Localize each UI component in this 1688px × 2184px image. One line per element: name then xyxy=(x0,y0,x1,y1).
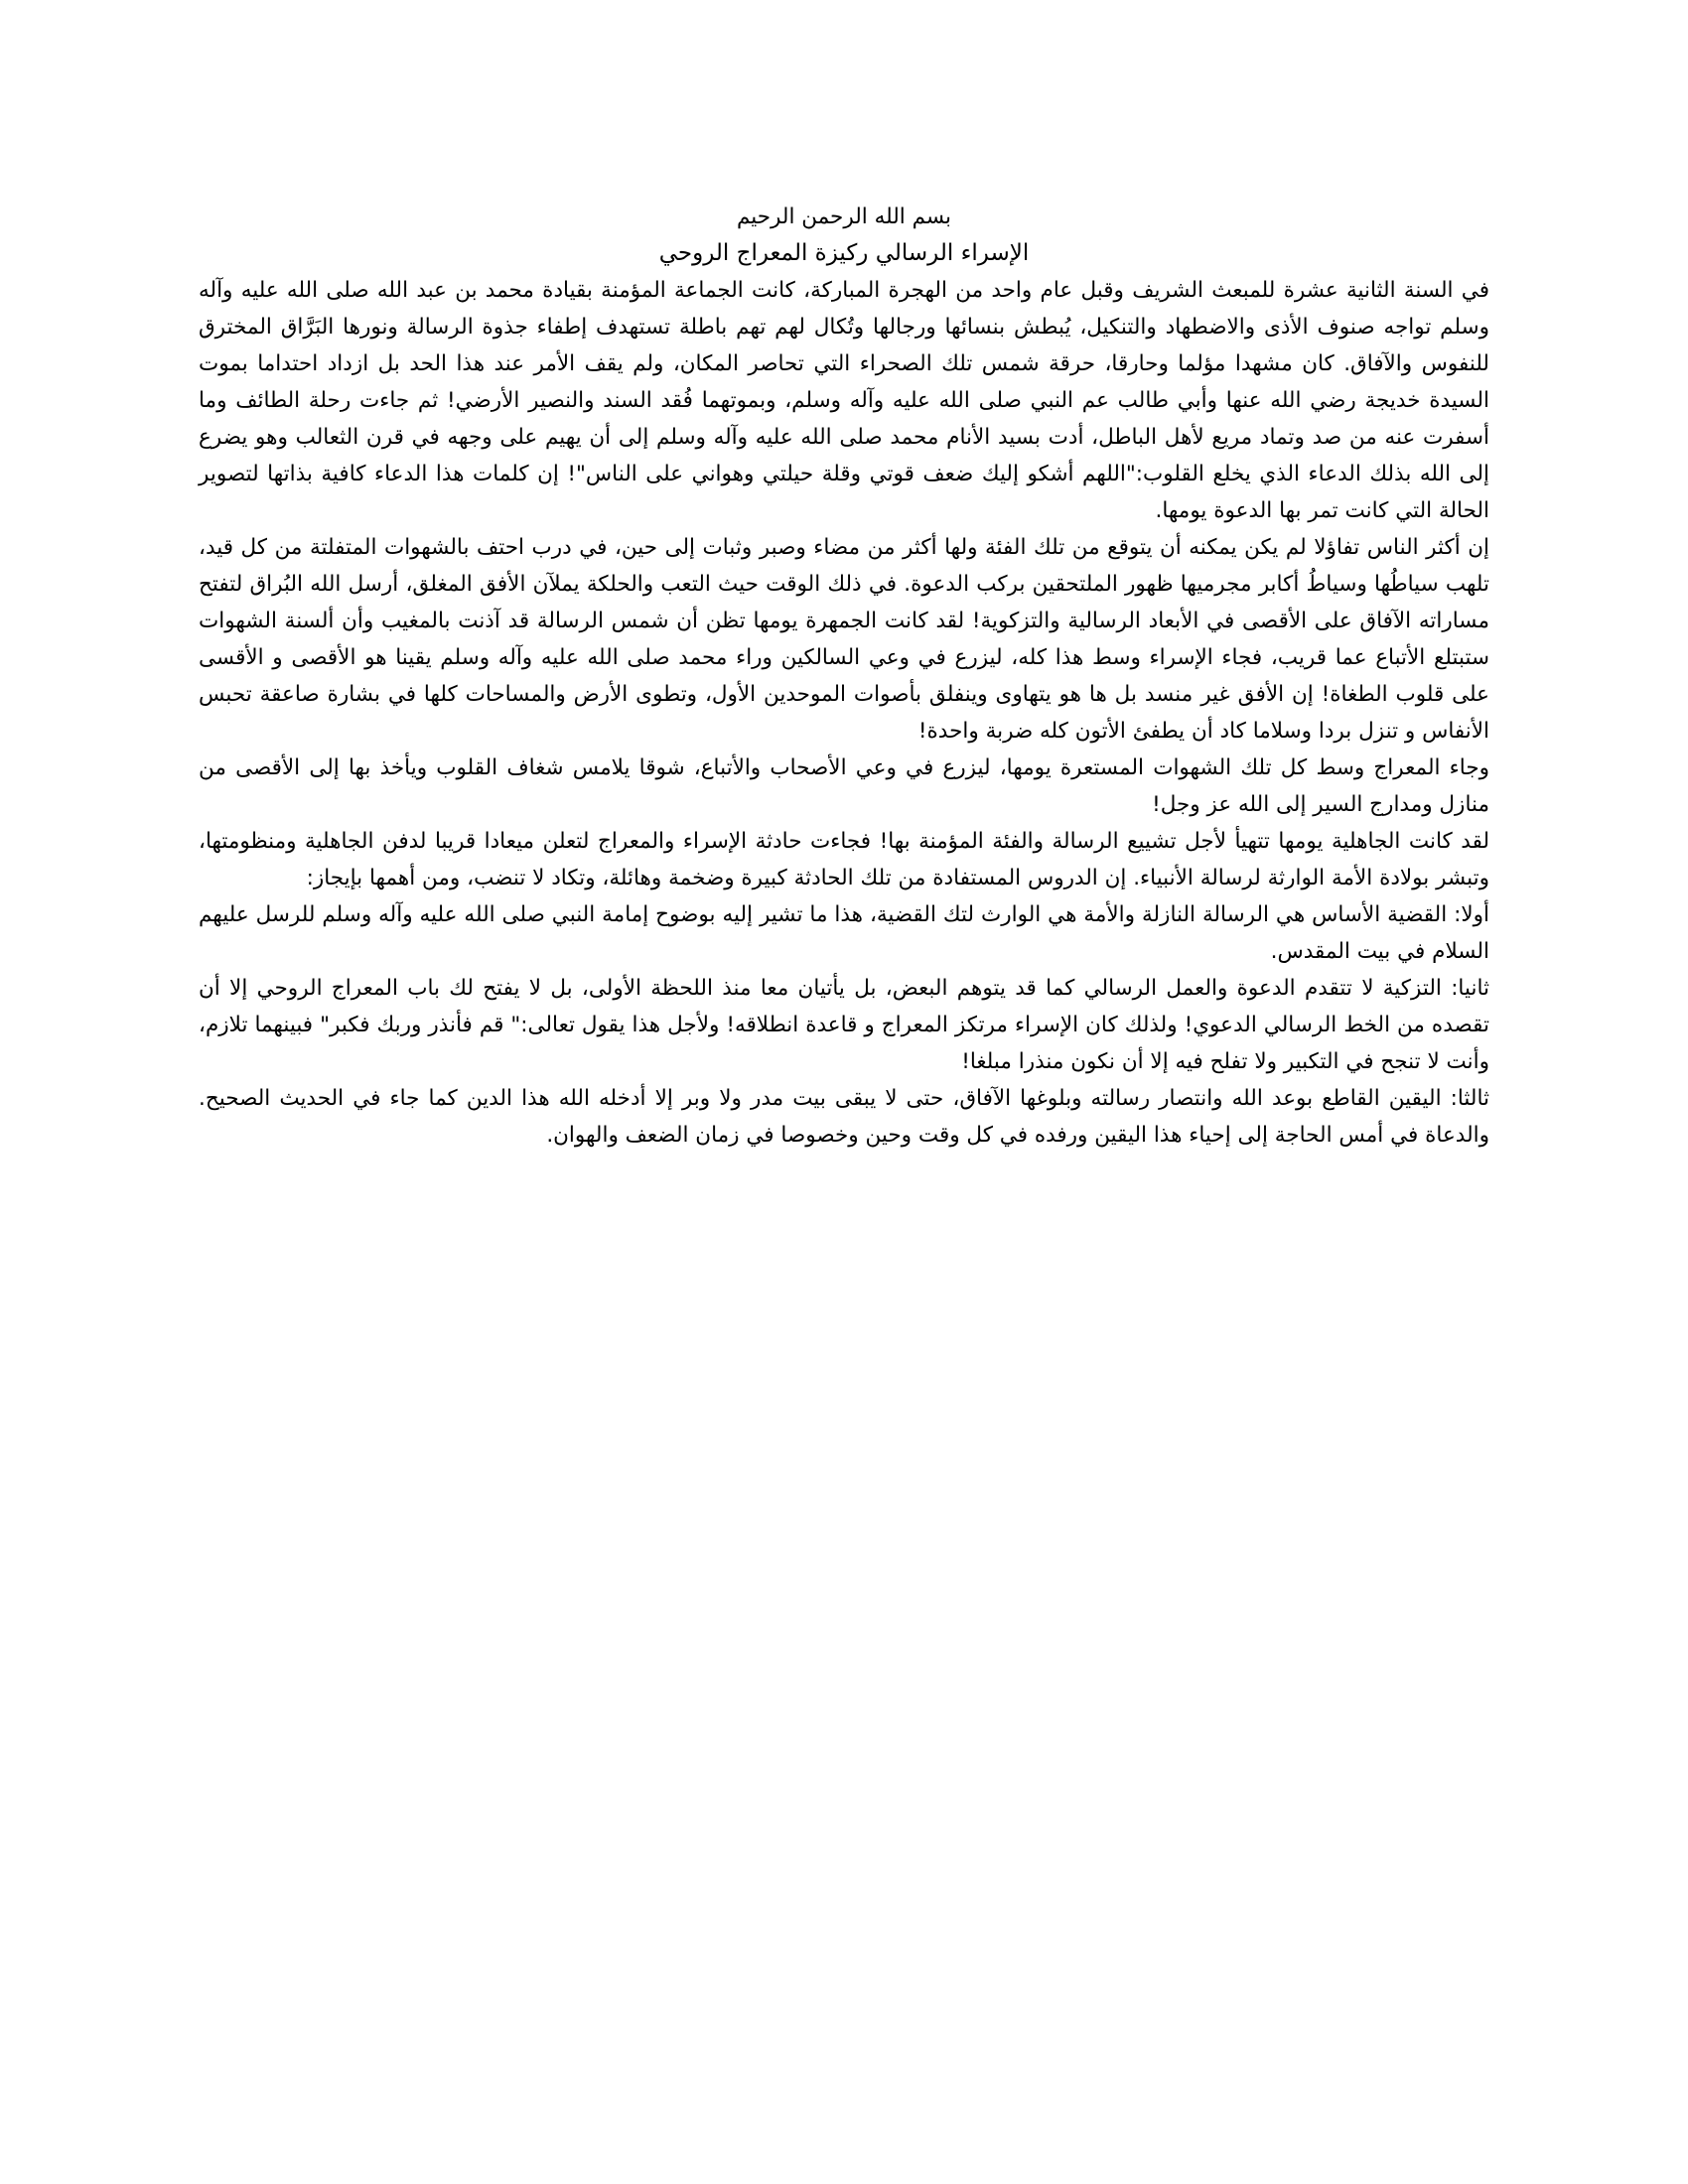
paragraph-isra-meaning: إن أكثر الناس تفاؤلا لم يكن يمكنه أن يتوقع من تلك الفئة ولها أكثر من مضاء وصبر وثبات إلى حين، في درب احتف بالشهوات المتفلتة من كل قيد، تلهب سياطُها وسياطُ أكابر مجرميها ظهور الملتحقين بركب الدعوة. في ذلك الوقت حيث التعب والحلكة يملآن الأفق المغلق، أرسل الله البُراق لتفتح مساراته الآفاق على الأقصى في الأبعاد الرسالية والتزكوية! لقد كانت الجمهرة يومها تظن أن شمس الرسالة قد آذنت بالمغيب وأن ألسنة الشهوات ستبتلع الأتباع عما قريب، فجاء الإسراء وسط هذا كله، ليزرع في وعي السالكين وراء محمد صلى الله عليه وآله وسلم يقينا هو الأقصى و الأقسى على قلوب الطغاة! إن الأفق غير منسد بل ها هو يتهاوى وينفلق بأصوات الموحدين الأول، وتطوى الأرض والمساحات كلها في بشارة صاعقة تحبس الأنفاس و تنزل بردا وسلاما كاد أن يطفئ الأتون كله ضربة واحدة! xyxy=(199,535,1489,744)
basmala-heading: بسم الله الرحمن الرحيم xyxy=(736,205,952,229)
paragraph-lessons-intro: لقد كانت الجاهلية يومها تتهيأ لأجل تشييع الرسالة والفئة المؤمنة بها! فجاءت حادثة الإسراء والمعراج لتعلن ميعادا قريبا لدفن الجاهلية ومنظومتها، وتبشر بولادة الأمة الوارثة لرسالة الأنبياء. إن الدروس المستفادة من تلك الحادثة كبيرة وضخمة وهائلة، وتكاد لا تنضب، ومن أهمها بإيجاز: xyxy=(199,829,1489,890)
document-body xyxy=(199,199,1489,1154)
paragraph-lesson-third: ثالثا: اليقين القاطع بوعد الله وانتصار رسالته وبلوغها الآفاق، حتى لا يبقى بيت مدر ولا وبر إلا أدخله الله هذا الدين كما جاء في الحديث الصحيح. والدعاة في أمس الحاجة إلى إحياء هذا اليقين ورفده في كل وقت وحين وخصوصا في زمان الضعف والهوان. xyxy=(199,1086,1489,1148)
paragraph-miraj-meaning: وجاء المعراج وسط كل تلك الشهوات المستعرة يومها، ليزرع في وعي الأصحاب والأتباع، شوقا يلامس شغاف القلوب ويأخذ بها إلى الأقصى من منازل ومدارج السير إلى الله عز وجل! xyxy=(199,755,1489,817)
paragraph-lesson-second: ثانيا: التزكية لا تتقدم الدعوة والعمل الرسالي كما قد يتوهم البعض، بل يأتيان معا منذ اللحظة الأولى، بل لا يفتح لك باب المعراج الروحي إلا أن تقصده من الخط الرسالي الدعوي! ولذلك كان الإسراء مرتكز المعراج و قاعدة انطلاقه! ولأجل هذا يقول تعالى:" قم فأنذر وربك فكبر" فبينهما تلازم، وأنت لا تنجح في التكبير ولا تفلح فيه إلا أن نكون منذرا مبلغا! xyxy=(199,976,1489,1074)
paragraph-lesson-first: أولا: القضية الأساس هي الرسالة النازلة والأمة هي الوارث لتك القضية، هذا ما تشير إليه بوضوح إمامة النبي صلى الله عليه وآله وسلم للرسل عليهم السلام في بيت المقدس. xyxy=(199,902,1489,964)
paragraph-historical-context: في السنة الثانية عشرة للمبعث الشريف وقبل عام واحد من الهجرة المباركة، كانت الجماعة المؤمنة بقيادة محمد بن عبد الله صلى الله عليه وآله وسلم تواجه صنوف الأذى والاضطهاد والتنكيل، يُبطش بنسائها ورجالها وتُكال لهم تهم باطلة تستهدف إطفاء جذوة الرسالة ونورها البَرَّاق المخترق للنفوس والآفاق. كان مشهدا مؤلما وحارقا، حرقة شمس تلك الصحراء التي تحاصر المكان، ولم يقف الأمر عند هذا الحد بل ازداد احتداما بموت السيدة خديجة رضي الله عنها وأبي طالب عم النبي صلى الله عليه وآله وسلم، وبموتهما فُقد السند والنصير الأرضي! ثم جاءت رحلة الطائف وما أسفرت عنه من صد وتماد مريع لأهل الباطل، أدت بسيد الأنام محمد صلى الله عليه وآله وسلم إلى أن يهيم على وجهه في قرن الثعالب وهو يضرع إلى الله بذلك الدعاء الذي يخلع القلوب:"اللهم أشكو إليك ضعف قوتي وقلة حيلتي وهواني على الناس"! إن كلمات هذا الدعاء كافية بذاتها لتصوير الحالة التي كانت تمر بها الدعوة يومها. xyxy=(199,278,1489,523)
document-title: الإسراء الرسالي ركيزة المعراج الروحي xyxy=(658,240,1030,266)
